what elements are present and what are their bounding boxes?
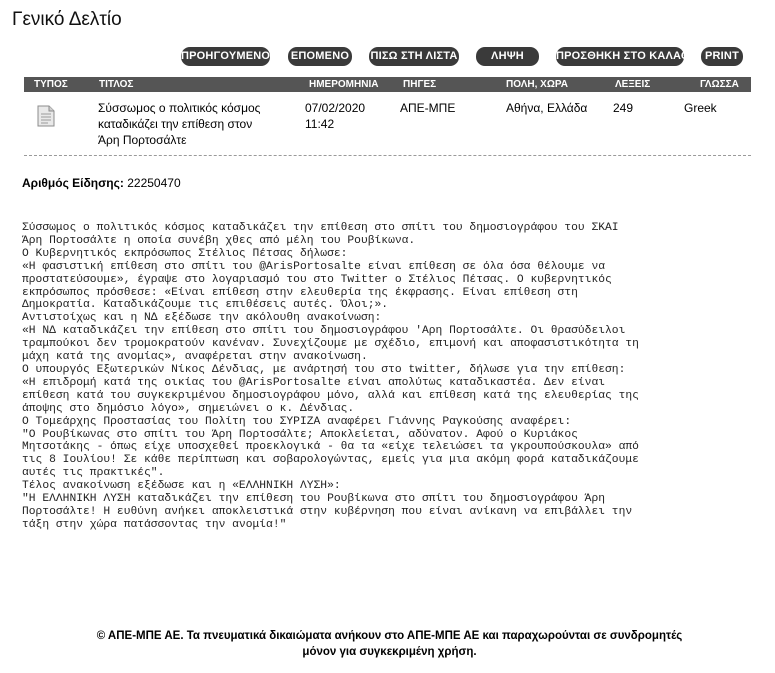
news-body-line: «Η επιδρομή κατά της οικίας του @ArisPortosalte είναι απολύτως καταδικαστέα. Δεν είναι (22, 376, 606, 389)
news-body (22, 222, 757, 532)
add-to-cart-button[interactable]: ΠΡΟΣΘΗΚΗ ΣΤΟ ΚΑΛΑΘΙ (556, 47, 684, 66)
news-body-line: αυτές τις πρακτικές". (22, 467, 165, 480)
news-body-line: Μητσοτάκης - όπως είχε υποσχεθεί προεκλογικά - θα τα «είχε τελειώσει τα γκρουπούσκουλα» από (22, 441, 639, 454)
news-body-line: τάξη στην χώρα πατάσσοντας την ανομία!" (22, 518, 287, 531)
column-header-city-country: ΠΟΛΗ, ΧΩΡΑ (506, 79, 569, 90)
copyright-line: μόνον για συγκεκριμένη χρήση. (302, 646, 477, 658)
news-id-value: 22250470 (127, 176, 181, 190)
news-body-line: τραμπούκοι δεν τρομοκρατούν κανέναν. Συνεχίζουμε με σχέδιο, επιμονή και αποφασιστικότητα τη (22, 338, 639, 351)
news-title-line: Σύσσωμος ο πολιτικός κόσμος (98, 101, 261, 115)
news-body-line: προστατεύσουμε», έγραψε στο λογαριασμό του στο Twitter ο Στέλιος Πέτσας. Ο κυβερνητικός (22, 273, 612, 286)
news-body-line: Αντιστοίχως και η ΝΔ εξέδωσε την ακόλουθη ανακοίνωση: (22, 312, 382, 325)
document-icon (37, 105, 55, 127)
news-source: ΑΠΕ-ΜΠΕ (400, 101, 456, 115)
news-body-line: Ο υπουργός Εξωτερικών Νίκος Δένδιας, με ανάρτησή του στο twitter, δήλωσε για την επίθεση: (22, 363, 626, 376)
previous-button[interactable]: ΠΡΟΗΓΟΥΜΕΝΟ (181, 47, 270, 66)
column-header-date: ΗΜΕΡΟΜΗΝΙΑ (309, 79, 379, 90)
column-header-words: ΛΕΞΕΙΣ (615, 79, 651, 90)
copyright-footer (22, 628, 757, 660)
news-title[interactable] (98, 100, 298, 148)
news-body-line: Ο Κυβερνητικός εκπρόσωπος Στέλιος Πέτσας δήλωσε: (22, 247, 348, 260)
news-language: Greek (684, 101, 717, 115)
news-body-line: "Η ΕΛΛΗΝΙΚΗ ΛΥΣΗ καταδικάζει την επίθεση του Ρουβίκωνα στο σπίτι του δημοσιογράφου Άρη (22, 493, 606, 506)
column-header-language: ΓΛΩΣΣΑ (700, 79, 739, 90)
news-body-line: Πορτοσάλτε! Η ευθύνη ανήκει αποκλειστικά στην κυβέρνηση που είναι ανίκανη να επιβάλλει την (22, 505, 633, 518)
news-body-line: Σύσσωμος ο πολιτικός κόσμος καταδικάζει την επίθεση στο σπίτι του δημοσιογράφου του ΣΚΑΙ (22, 222, 619, 234)
news-body-line: εκπρόσωπος πρόσθεσε: «Είναι επίθεση στην ελευθερία της έκφρασης. Είναι επίθεση στη (22, 286, 578, 299)
column-header-type: ΤΥΠΟΣ (34, 79, 68, 90)
news-body-line: επίθεση κατά του συγκεκριμένου δημοσιογράφου μόνο, αλλά και επίθεση κατά της ελευθερίας της (22, 389, 639, 402)
page-title: Γενικό Δελτίο (12, 9, 122, 30)
news-title-line: καταδικάζει την επίθεση στον (98, 117, 253, 131)
copyright-line: © ΑΠΕ-ΜΠΕ ΑΕ. Τα πνευματικά δικαιώματα ανήκουν στο ΑΠΕ-ΜΠΕ ΑΕ και παραχωρούνται σε συνδρομητές (96, 630, 683, 642)
download-button[interactable]: ΛΗΨΗ (476, 47, 539, 66)
news-word-count: 249 (613, 101, 634, 115)
news-id-label: Αριθμός Είδησης (22, 176, 120, 190)
news-date-day: 07/02/2020 (305, 101, 366, 115)
table-row[interactable] (24, 97, 751, 156)
back-to-list-button[interactable]: ΠΙΣΩ ΣΤΗ ΛΙΣΤΑ (369, 47, 459, 66)
news-body-line: Τέλος ανακοίνωση εξέδωσε και η «ΕΛΛΗΝΙΚΗ ΛΥΣΗ»: (22, 480, 341, 493)
news-body-line: Ο Τομεάρχης Προστασίας του Πολίτη του ΣΥΡΙΖΑ αναφέρει Γιάννης Ραγκούσης αναφέρει: (22, 415, 572, 428)
news-body-line: «Η φασιστική επίθεση στο σπίτι του @ArisPortosalte είναι επίθεση σε όλα όσα θέλουμε να (22, 260, 606, 273)
news-body-line: τις 8 Ιουλίου! Σε κάθε περίπτωση και σοβαρολογώντας, εμείς για μια ακόμη φορά καταδικάζουμε (22, 454, 639, 467)
news-date (305, 100, 365, 132)
news-body-line: μάχη κατά της ανομίας», αναφέρεται στην ανακοίνωση. (22, 351, 368, 364)
news-body-line: "Ο Ρουβίκωνας στο σπίτι του Άρη Πορτοσάλτε; Αποκλείεται, αδύνατον. Αφού ο Κυριάκος (22, 428, 578, 441)
toolbar (0, 47, 775, 67)
column-header-sources: ΠΗΓΕΣ (403, 79, 437, 90)
news-title-line: Άρη Πορτοσάλτε (98, 133, 187, 147)
print-button[interactable]: PRINT (701, 47, 743, 66)
news-body-line: «Η ΝΔ καταδικάζει την επίθεση στο σπίτι του δημοσιογράφου 'Αρη Πορτοσάλτε. Οι θρασύδειλοι (22, 325, 626, 338)
news-body-line: άποψης στο δημόσιο λόγο», σημειώνει ο κ. Δένδιας. (22, 402, 355, 415)
news-body-line: Άρη Πορτοσάλτε η οποία συνέβη χθες από μέλη του Ρουβίκωνα. (22, 234, 416, 247)
column-header-title: ΤΙΤΛΟΣ (99, 79, 134, 90)
news-body-line: Δημοκρατία. Καταδικάζουμε τις επιθέσεις αυτές. Όλοι;». (22, 299, 389, 312)
news-date-time: 11:42 (305, 117, 335, 131)
news-id: Αριθμός Είδησης: 22250470 (22, 176, 181, 190)
next-button[interactable]: ΕΠΟΜΕΝΟ (288, 47, 352, 66)
news-city-country: Αθήνα, Ελλάδα (506, 101, 588, 115)
table-header (24, 77, 751, 92)
